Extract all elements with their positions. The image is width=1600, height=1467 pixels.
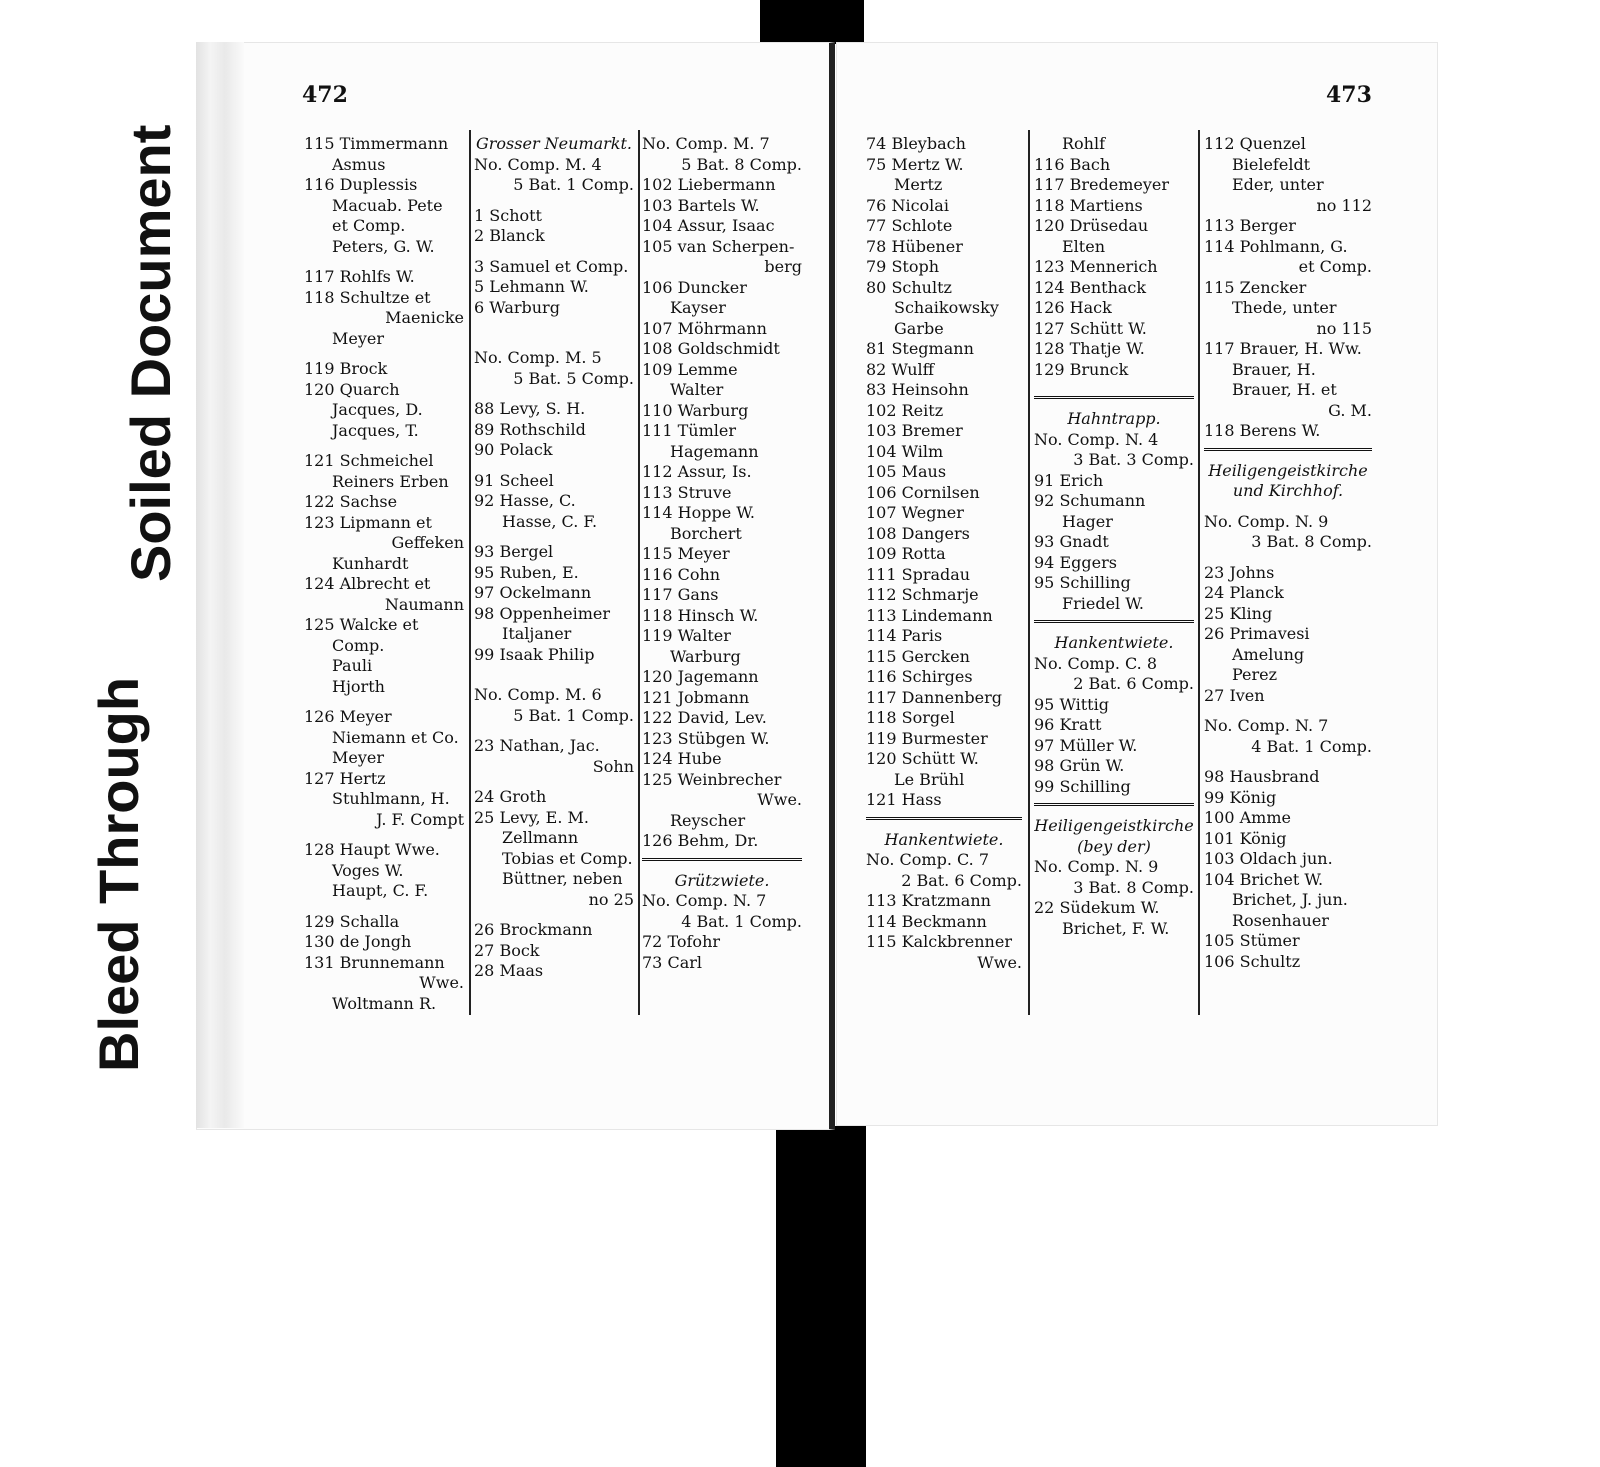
directory-entry: 77 Schlote — [866, 216, 953, 235]
directory-entry: 115 Zencker — [1204, 277, 1307, 297]
line-gap — [474, 196, 634, 206]
directory-entry: 124 Benthack — [1034, 277, 1147, 297]
directory-entry: No. Comp. M. 5 — [474, 348, 602, 367]
directory-entry: 117 Brauer, H. Ww. — [1204, 339, 1362, 358]
directory-entry: no 25 — [588, 889, 634, 909]
directory-entry: 99 Schilling — [1034, 776, 1131, 796]
directory-entry: 118 Hinsch W. — [642, 605, 759, 625]
directory-entry: 110 Warburg — [642, 400, 749, 420]
street-heading: Heiligengeistkirche — [1208, 460, 1368, 480]
directory-entry: 123 Lipmann et — [304, 512, 432, 532]
directory-entry: 103 Oldach jun. — [1204, 849, 1333, 868]
line-gap — [474, 910, 634, 920]
directory-entry: 117 Bredemeyer — [1034, 175, 1170, 194]
line-gap — [304, 349, 464, 359]
directory-entry: 131 Brunnemann — [304, 952, 445, 972]
directory-entry: 95 Schilling — [1034, 573, 1131, 592]
directory-entry: 111 Tümler — [642, 421, 737, 440]
directory-entry: Rosenhauer — [1232, 910, 1329, 930]
directory-entry: 103 Bartels W. — [642, 195, 760, 215]
directory-entry: 94 Eggers — [1034, 552, 1117, 572]
street-heading: (bey der) — [1077, 836, 1151, 856]
directory-entry: Tobias et Comp. — [502, 848, 633, 868]
directory-entry: 128 Thatje W. — [1034, 339, 1145, 358]
section-rule — [1204, 448, 1372, 461]
street-heading: Hankentwiete. — [884, 829, 1004, 849]
directory-entry: 116 Bach — [1034, 154, 1111, 174]
line-gap — [304, 902, 464, 912]
directory-entry: 24 Planck — [1204, 583, 1284, 602]
directory-entry: 78 Hübener — [866, 236, 963, 256]
directory-entry: 91 Erich — [1034, 470, 1104, 490]
directory-entry: 76 Nicolai — [866, 195, 949, 215]
directory-entry: 5 Bat. 1 Comp. — [513, 175, 634, 194]
page-edge-stack — [196, 42, 244, 1128]
directory-entry: 96 Kratt — [1034, 715, 1102, 734]
directory-entry: Eder, unter — [1232, 175, 1324, 194]
directory-entry: 101 König — [1204, 828, 1287, 848]
directory-entry: 105 van Scherpen- — [642, 236, 795, 256]
directory-entry: Borchert — [670, 523, 742, 543]
directory-entry: Hagemann — [670, 441, 759, 461]
directory-entry: Hjorth — [332, 676, 385, 696]
directory-entry: Le Brühl — [894, 769, 965, 789]
directory-entry: 121 Schmeichel — [304, 451, 434, 470]
directory-entry: Brichet, F. W. — [1062, 918, 1170, 938]
directory-entry: 105 Maus — [866, 462, 947, 481]
directory-entry: Kunhardt — [332, 553, 409, 573]
directory-entry: No. Comp. M. 6 — [474, 685, 602, 704]
directory-entry: 124 Hube — [642, 749, 722, 768]
directory-entry: 104 Wilm — [866, 441, 944, 461]
directory-entry: 114 Beckmann — [866, 911, 987, 931]
directory-entry: 27 Iven — [1204, 685, 1265, 705]
directory-entry: 102 Reitz — [866, 400, 944, 420]
directory-entry: Voges W. — [332, 860, 404, 880]
directory-entry: 91 Scheel — [474, 470, 554, 490]
line-gap — [474, 328, 634, 338]
directory-entry: 116 Duplessis — [304, 175, 418, 194]
directory-entry: 121 Hass — [866, 790, 942, 809]
directory-entry: Haupt, C. F. — [332, 881, 429, 900]
directory-entry: 2 Bat. 6 Comp. — [1073, 674, 1194, 693]
top-gutter-bar — [760, 0, 864, 44]
left-col-1 — [304, 134, 464, 1014]
directory-entry: 97 Müller W. — [1034, 735, 1138, 755]
line-gap — [1204, 553, 1372, 563]
directory-entry: 108 Dangers — [866, 523, 970, 543]
directory-entry: Rohlf — [1062, 134, 1106, 153]
directory-entry: 122 Sachse — [304, 492, 398, 511]
directory-entry: 109 Rotta — [866, 544, 946, 563]
directory-entry: 97 Ockelmann — [474, 583, 592, 602]
directory-entry: Hasse, C. F. — [502, 511, 598, 531]
line-gap — [304, 697, 464, 707]
directory-entry: Geffeken — [391, 533, 464, 552]
directory-entry: 105 Stümer — [1204, 931, 1300, 950]
directory-entry: 28 Maas — [474, 961, 544, 980]
left-col-3 — [642, 134, 802, 973]
directory-entry: No. Comp. M. 4 — [474, 154, 602, 174]
directory-entry: 130 de Jongh — [304, 932, 412, 951]
directory-entry: 72 Tofohr — [642, 932, 721, 951]
directory-entry: Walter — [670, 380, 724, 399]
directory-entry: Jacques, T. — [332, 420, 419, 440]
directory-entry: Italjaner — [502, 624, 572, 643]
directory-entry: Niemann et Co. — [332, 727, 459, 747]
directory-entry: Asmus — [332, 154, 386, 174]
line-gap — [474, 338, 634, 348]
directory-entry: 118 Sorgel — [866, 708, 955, 727]
directory-entry: 115 Gercken — [866, 646, 970, 666]
directory-entry: Warburg — [670, 646, 741, 666]
directory-entry: 125 Walcke et — [304, 615, 419, 634]
right-col-2 — [1034, 134, 1194, 939]
street-heading: Hankentwiete. — [1054, 633, 1174, 652]
directory-entry: 115 Meyer — [642, 544, 730, 563]
directory-entry: 106 Duncker — [642, 277, 747, 297]
directory-entry: 117 Gans — [642, 585, 719, 604]
directory-entry: Hager — [1062, 511, 1113, 531]
line-gap — [1204, 502, 1372, 512]
directory-entry: 24 Groth — [474, 787, 547, 806]
directory-entry: Sohn — [592, 756, 634, 776]
directory-entry: Brauer, H. et — [1232, 380, 1337, 399]
directory-entry: 120 Schütt W. — [866, 749, 979, 768]
directory-entry: 4 Bat. 1 Comp. — [681, 911, 802, 931]
directory-entry: 99 König — [1204, 787, 1277, 807]
directory-entry: G. M. — [1328, 400, 1372, 420]
line-gap — [474, 461, 634, 471]
directory-entry: 26 Primavesi — [1204, 624, 1310, 643]
left-col-2 — [474, 134, 634, 982]
directory-entry: 126 Meyer — [304, 707, 392, 726]
directory-entry: Pauli — [332, 656, 373, 675]
directory-entry: 124 Albrecht et — [304, 574, 431, 593]
directory-entry: 119 Walter — [642, 626, 731, 645]
directory-entry: 127 Schütt W. — [1034, 318, 1147, 338]
directory-entry: 129 Schalla — [304, 911, 400, 931]
line-gap — [474, 532, 634, 542]
directory-entry: 118 Berens W. — [1204, 421, 1321, 440]
directory-entry: 89 Rothschild — [474, 419, 586, 439]
directory-entry: 114 Pohlmann, G. — [1204, 236, 1348, 256]
left-page-number: 472 — [302, 82, 348, 108]
directory-entry: Bielefeldt — [1232, 154, 1311, 174]
street-heading: und Kirchhof. — [1232, 481, 1344, 500]
directory-entry: 5 Lehmann W. — [474, 277, 589, 296]
line-gap — [474, 665, 634, 675]
directory-entry: 92 Hasse, C. — [474, 491, 576, 510]
directory-entry: 116 Cohn — [642, 564, 721, 584]
directory-entry: 104 Brichet W. — [1204, 869, 1324, 889]
directory-entry: Naumann — [384, 594, 464, 614]
directory-entry: 119 Brock — [304, 359, 388, 378]
directory-entry: Reiners Erben — [332, 471, 449, 491]
directory-entry: 112 Quenzel — [1204, 134, 1306, 153]
directory-entry: 88 Levy, S. H. — [474, 399, 586, 418]
directory-entry: et Comp. — [332, 216, 406, 235]
column-separator — [469, 130, 471, 1015]
directory-entry: No. Comp. N. 9 — [1034, 857, 1159, 876]
street-heading: Grützwiete. — [674, 870, 770, 890]
directory-entry: Friedel W. — [1062, 593, 1144, 613]
section-rule — [642, 858, 802, 871]
directory-entry: 120 Quarch — [304, 379, 400, 399]
directory-entry: Perez — [1232, 665, 1278, 684]
line-gap — [474, 247, 634, 257]
directory-entry: 125 Weinbrecher — [642, 769, 782, 789]
directory-entry: 23 Johns — [1204, 562, 1275, 582]
directory-entry: 27 Bock — [474, 940, 540, 960]
directory-entry: 106 Cornilsen — [866, 482, 980, 502]
directory-entry: 90 Polack — [474, 440, 553, 459]
directory-entry: 104 Assur, Isaac — [642, 216, 775, 235]
street-heading: Grosser Neumarkt. — [475, 134, 633, 153]
directory-entry: 5 Bat. 1 Comp. — [513, 705, 634, 725]
directory-entry: 112 Schmarje — [866, 585, 979, 604]
line-gap — [1034, 380, 1194, 390]
directory-entry: 93 Bergel — [474, 542, 554, 561]
directory-entry: No. Comp. M. 7 — [642, 134, 770, 153]
line-gap — [304, 830, 464, 840]
line-gap — [474, 675, 634, 685]
directory-entry: 120 Drüsedau — [1034, 216, 1149, 235]
directory-entry: Amelung — [1232, 644, 1305, 664]
directory-entry: Schaikowsky — [894, 298, 999, 317]
directory-entry: 3 Bat. 8 Comp. — [1251, 532, 1372, 551]
directory-entry: No. Comp. C. 8 — [1034, 653, 1158, 673]
directory-entry: 114 Paris — [866, 626, 943, 645]
directory-entry: Comp. — [332, 635, 385, 655]
directory-entry: Kayser — [670, 298, 726, 317]
directory-entry: 113 Kratzmann — [866, 891, 991, 910]
directory-entry: J. F. Compt — [376, 809, 464, 829]
directory-entry: 117 Dannenberg — [866, 687, 1002, 707]
directory-entry: 121 Jobmann — [642, 687, 750, 707]
directory-entry: 98 Grün W. — [1034, 756, 1125, 775]
directory-entry: 2 Bat. 6 Comp. — [901, 870, 1022, 890]
directory-entry: 4 Bat. 1 Comp. — [1251, 736, 1372, 756]
directory-entry: 92 Schumann — [1034, 491, 1146, 510]
line-gap — [1204, 757, 1372, 767]
directory-entry: 103 Bremer — [866, 421, 963, 440]
directory-entry: 99 Isaak Philip — [474, 644, 595, 664]
directory-entry: 74 Bleybach — [866, 134, 966, 153]
directory-entry: Stuhlmann, H. — [332, 789, 450, 808]
section-rule — [1034, 620, 1194, 633]
directory-entry: 6 Warburg — [474, 297, 560, 317]
directory-entry: 123 Stübgen W. — [642, 728, 770, 748]
directory-entry: Peters, G. W. — [332, 236, 435, 256]
section-rule — [1034, 396, 1194, 409]
directory-entry: 119 Burmester — [866, 728, 988, 748]
directory-entry: 122 David, Lev. — [642, 708, 767, 727]
directory-entry: No. Comp. C. 7 — [866, 850, 990, 869]
directory-entry: 107 Wegner — [866, 503, 964, 522]
directory-entry: Thede, unter — [1232, 298, 1337, 317]
directory-entry: 115 Kalckbrenner — [866, 932, 1012, 951]
directory-entry: no 115 — [1316, 318, 1372, 338]
line-gap — [304, 441, 464, 451]
line-gap — [474, 389, 634, 399]
directory-entry: Garbe — [894, 318, 944, 338]
right-col-3 — [1204, 134, 1372, 972]
section-rule — [1034, 803, 1194, 816]
directory-entry: 118 Schultze et — [304, 287, 431, 307]
right-col-1 — [866, 134, 1022, 973]
directory-entry: 106 Schultz — [1204, 951, 1301, 971]
directory-entry: Wwe. — [977, 952, 1022, 972]
directory-entry: Mertz — [894, 175, 943, 194]
directory-entry: 79 Stoph — [866, 257, 940, 276]
column-separator — [1028, 130, 1030, 1015]
directory-entry: 25 Levy, E. M. — [474, 807, 589, 827]
directory-entry: 114 Hoppe W. — [642, 503, 755, 522]
line-gap — [474, 318, 634, 328]
street-heading: Hahntrapp. — [1067, 409, 1161, 428]
directory-entry: 111 Spradau — [866, 564, 971, 584]
line-gap — [304, 257, 464, 267]
directory-entry: 3 Samuel et Comp. — [474, 256, 629, 276]
directory-entry: 113 Lindemann — [866, 605, 993, 625]
directory-entry: 123 Mennerich — [1034, 257, 1158, 276]
directory-entry: Maenicke — [385, 308, 464, 327]
directory-entry: berg — [764, 257, 802, 276]
directory-entry: 83 Heinsohn — [866, 380, 969, 399]
directory-entry: Brauer, H. — [1232, 359, 1316, 379]
line-gap — [474, 726, 634, 736]
directory-entry: Meyer — [332, 748, 385, 767]
directory-entry: 120 Jagemann — [642, 667, 759, 686]
directory-entry: 82 Wulff — [866, 359, 935, 379]
directory-entry: 113 Struve — [642, 482, 732, 502]
directory-entry: 108 Goldschmidt — [642, 339, 780, 358]
directory-entry: Jacques, D. — [332, 400, 423, 419]
directory-entry: 81 Stegmann — [866, 339, 974, 358]
directory-entry: 98 Hausbrand — [1204, 767, 1320, 786]
directory-entry: Reyscher — [670, 810, 746, 830]
directory-entry: 112 Assur, Is. — [642, 462, 752, 481]
directory-entry: 25 Kling — [1204, 603, 1273, 623]
directory-entry: Brichet, J. jun. — [1232, 890, 1348, 909]
directory-entry: Elten — [1062, 236, 1105, 256]
directory-entry: 3 Bat. 3 Comp. — [1073, 450, 1194, 469]
directory-entry: 102 Liebermann — [642, 175, 776, 194]
directory-entry: 127 Hertz — [304, 768, 386, 788]
directory-entry: et Comp. — [1298, 257, 1372, 276]
directory-entry: no 112 — [1316, 195, 1372, 215]
directory-entry: 128 Haupt Wwe. — [304, 840, 440, 859]
directory-entry: 73 Carl — [642, 952, 702, 972]
right-page-number: 473 — [1326, 82, 1372, 108]
directory-entry: Woltmann R. — [332, 993, 437, 1013]
directory-entry: 100 Amme — [1204, 808, 1291, 827]
directory-entry: Büttner, neben — [502, 869, 623, 888]
directory-entry: 116 Schirges — [866, 667, 973, 686]
directory-entry: 109 Lemme — [642, 359, 738, 379]
directory-entry: 113 Berger — [1204, 216, 1296, 235]
directory-entry: Wwe. — [757, 790, 802, 809]
directory-entry: 95 Wittig — [1034, 694, 1109, 714]
directory-entry: Zellmann — [502, 828, 579, 847]
directory-entry: 117 Rohlfs W. — [304, 267, 415, 286]
directory-entry: 3 Bat. 8 Comp. — [1073, 877, 1194, 897]
column-separator — [1198, 130, 1200, 1015]
directory-entry: 1 Schott — [474, 205, 542, 225]
directory-entry: Macuab. Pete — [332, 195, 443, 215]
line-gap — [474, 777, 634, 787]
directory-entry: 93 Gnadt — [1034, 532, 1109, 551]
directory-entry: 126 Hack — [1034, 298, 1112, 317]
directory-entry: No. Comp. N. 4 — [1034, 429, 1159, 449]
directory-entry: 115 Timmermann — [304, 134, 449, 153]
directory-entry: 22 Südekum W. — [1034, 898, 1160, 917]
directory-entry: 23 Nathan, Jac. — [474, 736, 600, 755]
street-heading: Heiligengeistkirche — [1034, 816, 1194, 835]
column-separator — [638, 130, 640, 1015]
directory-entry: 26 Brockmann — [474, 920, 593, 939]
directory-entry: Meyer — [332, 328, 385, 348]
bottom-gutter-bar — [776, 1126, 866, 1467]
directory-entry: 95 Ruben, E. — [474, 562, 579, 582]
directory-entry: 129 Brunck — [1034, 359, 1129, 379]
directory-entry: No. Comp. N. 9 — [1204, 511, 1329, 531]
directory-entry: No. Comp. N. 7 — [642, 891, 767, 910]
directory-entry: 98 Oppenheimer — [474, 603, 610, 623]
bleed-through-label: Bleed Through — [87, 676, 150, 1072]
directory-entry: Wwe. — [419, 973, 464, 992]
directory-entry: 107 Möhrmann — [642, 318, 767, 338]
directory-entry: 118 Martiens — [1034, 195, 1143, 215]
soiled-document-label: Soiled Document — [119, 124, 182, 582]
line-gap — [1204, 706, 1372, 716]
directory-entry: 2 Blanck — [474, 226, 545, 245]
section-rule — [866, 817, 1022, 830]
directory-entry: 5 Bat. 8 Comp. — [681, 154, 802, 174]
directory-entry: 75 Mertz W. — [866, 154, 964, 174]
directory-entry: 80 Schultz — [866, 277, 952, 297]
directory-entry: 5 Bat. 5 Comp. — [513, 368, 634, 388]
directory-entry: 126 Behm, Dr. — [642, 831, 759, 850]
directory-entry: No. Comp. N. 7 — [1204, 716, 1329, 735]
